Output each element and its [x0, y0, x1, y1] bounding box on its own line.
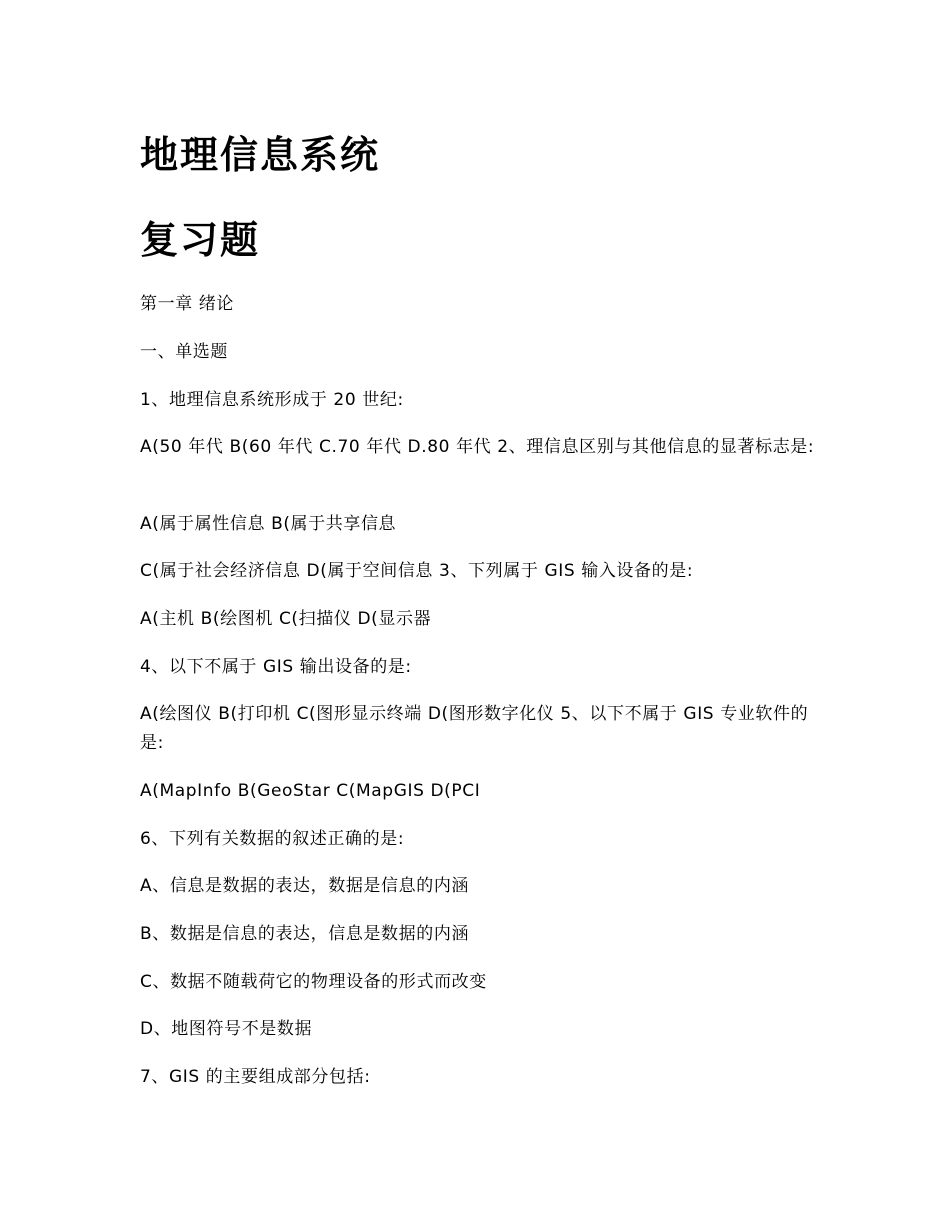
question-line: A(MapInfo B(GeoStar C(MapGIS D(PCI — [140, 781, 481, 801]
question-line: A(50 年代 B(60 年代 C.70 年代 D.80 年代 2、理信息区别与其他信息的显著标志是: — [140, 437, 815, 457]
question-line: B、数据是信息的表达，信息是数据的内涵 — [140, 924, 470, 944]
question-line: 7、GIS 的主要组成部分包括: — [140, 1067, 371, 1087]
question-line: C(属于社会经济信息 D(属于空间信息 3、下列属于 GIS 输入设备的是: — [140, 561, 694, 581]
document-title-line-1: 地理信息系统 — [140, 133, 381, 177]
question-line: A(绘图仪 B(打印机 C(图形显示终端 D(图形数字化仪 5、以下不属于 GIS 专业软件的是: — [140, 704, 809, 753]
question-line: D、地图符号不是数据 — [140, 1019, 313, 1039]
question-line: A、信息是数据的表达，数据是信息的内涵 — [140, 876, 470, 896]
question-line: C、数据不随载荷它的物理设备的形式而改变 — [140, 972, 487, 992]
question-line: A(主机 B(绘图机 C(扫描仪 D(显示器 — [140, 609, 432, 629]
question-line: 1、地理信息系统形成于 20 世纪: — [140, 390, 404, 410]
section-heading: 一、单选题 — [140, 342, 228, 362]
chapter-heading: 第一章 绪论 — [140, 294, 235, 314]
question-line: 6、下列有关数据的叙述正确的是: — [140, 829, 405, 849]
document-title-line-2: 复习题 — [140, 218, 261, 262]
question-line: 4、以下不属于 GIS 输出设备的是: — [140, 657, 412, 677]
question-line: A(属于属性信息 B(属于共享信息 — [140, 514, 397, 534]
